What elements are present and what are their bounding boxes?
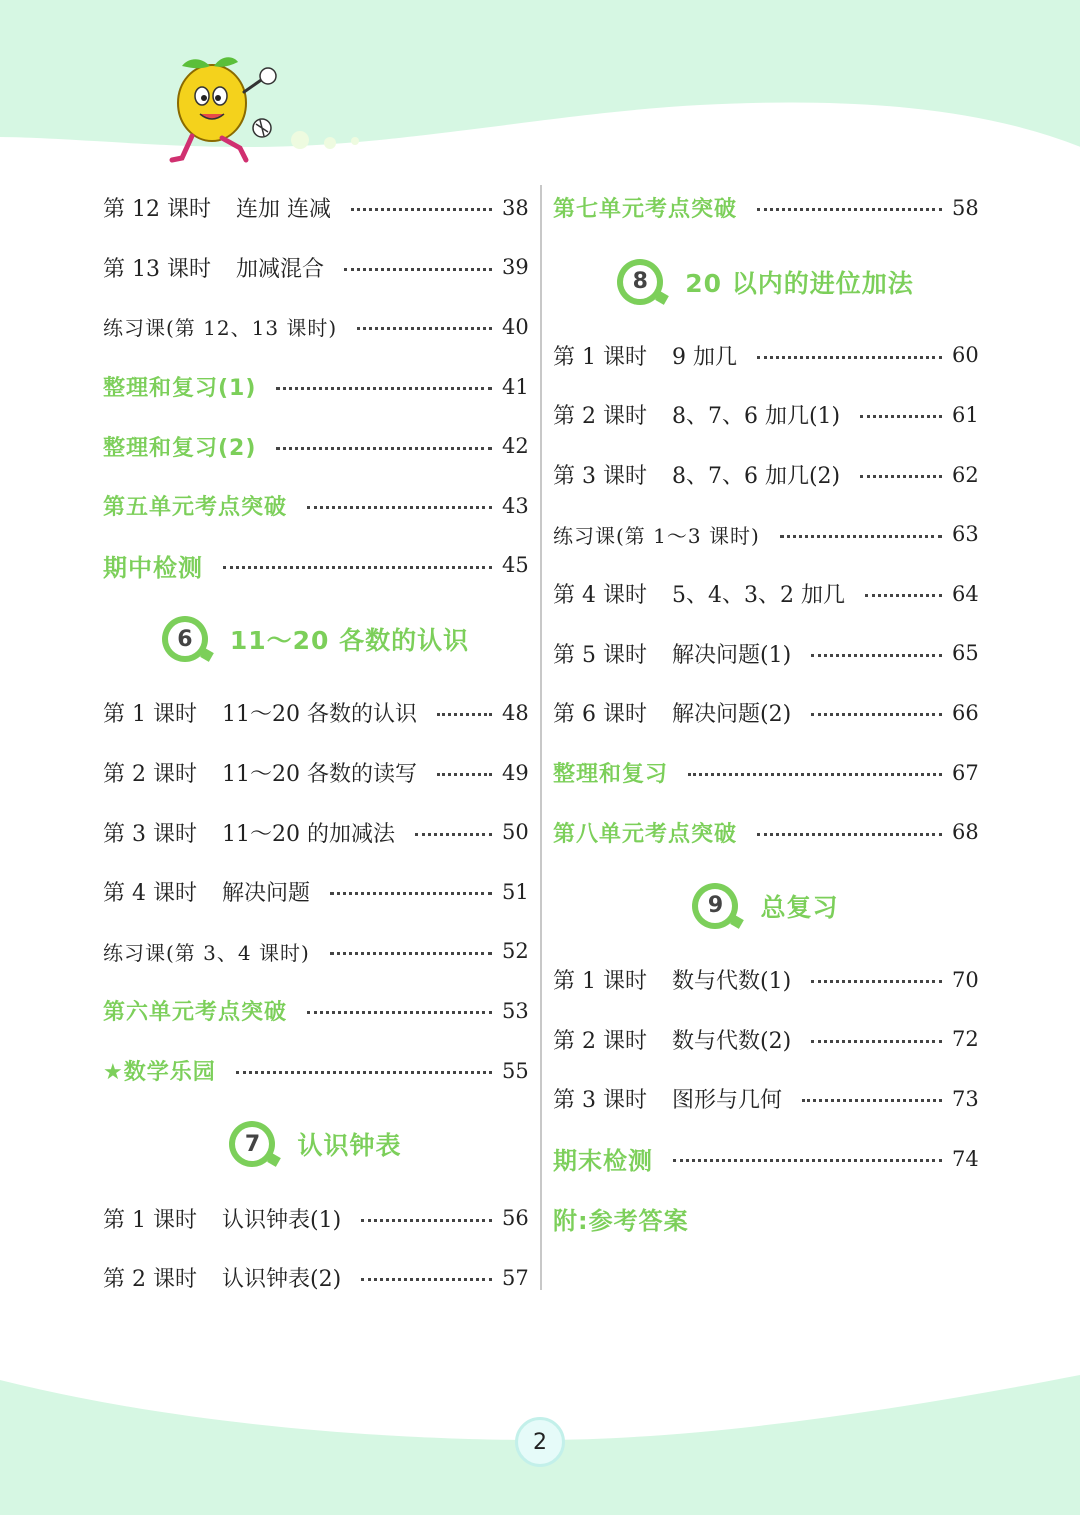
toc-entry-label: 练习课(第 3、4 课时) [103,940,310,965]
dot-leader [811,980,942,983]
unit-heading [103,1100,528,1188]
unit-number: 6 [168,622,202,656]
dot-leader [811,713,942,716]
toc-entry[interactable] [103,178,528,238]
toc-entry[interactable] [103,1248,528,1308]
dot-leader [357,327,492,330]
toc-entry-topic: 11～20 的加减法 [221,821,395,847]
toc-entry-page: 61 [952,402,979,427]
dot-leader [757,833,942,836]
toc-entry[interactable] [103,922,528,982]
toc-entry-page: 64 [952,581,979,606]
toc-entry[interactable] [103,1041,528,1101]
dot-leader [361,1278,492,1281]
toc-entry-page: 51 [502,879,529,904]
dot-leader [307,506,492,509]
dot-leader [437,773,492,776]
toc-entry-page: 38 [502,195,529,220]
toc-entry-page: 45 [502,553,529,578]
toc-entry-label: 第 3 课时 [103,821,197,847]
toc-entry-label: 第 3 课时 [553,464,647,490]
toc-entry-page: 72 [952,1027,979,1052]
unit-heading [553,862,978,950]
toc-entry[interactable] [103,683,528,743]
dot-leader [351,208,492,211]
dot-leader [865,594,942,597]
toc-entry-label: 第五单元考点突破 [103,495,288,521]
dot-leader [860,475,942,478]
toc-entry-topic: 9 加几 [671,344,737,370]
toc-entry-page: 53 [502,998,529,1023]
dot-leader [811,654,942,657]
toc-entry-page: 43 [502,493,529,518]
dot-leader [344,268,492,271]
toc-entry-page: 74 [952,1146,979,1171]
toc-entry-topic: 数与代数(1) [671,969,792,995]
dot-leader [811,1040,942,1043]
toc-entry[interactable] [553,445,978,505]
toc-entry-label: 第六单元考点突破 [103,1000,288,1026]
toc-entry-label: 第 2 课时 [103,762,197,788]
toc-entry-label: 第 1 课时 [103,1207,197,1233]
toc-entry-topic: 认识钟表(2) [221,1267,342,1293]
dot-leader [780,535,942,538]
toc-entry-topic: 解决问题 [221,881,310,907]
toc-entry-label: 第 6 课时 [553,702,647,728]
toc-entry-label: 整理和复习 [553,762,669,788]
toc-entry-label: 第 5 课时 [553,642,647,668]
toc-entry-page: 56 [502,1206,529,1231]
unit-title: 认识钟表 [297,1131,402,1161]
toc-entry[interactable] [103,476,528,536]
toc-entry-topic: 认识钟表(1) [221,1207,342,1233]
toc-entry-label: 第 3 课时 [553,1088,647,1114]
toc-entry-label: 期中检测 [103,553,203,582]
toc-entry-label: 第七单元考点突破 [553,197,738,223]
toc-entry[interactable] [103,802,528,862]
dot-leader [437,713,492,716]
toc-entry-label: 练习课(第 1～3 课时) [553,523,760,548]
toc-entry-topic: 图形与几何 [671,1088,782,1114]
toc-entry-page: 58 [952,195,979,220]
toc-entry[interactable] [553,743,978,803]
toc-entry-page: 60 [952,343,979,368]
toc-entry-page: 73 [952,1086,979,1111]
toc-entry[interactable] [103,357,528,417]
toc-entry[interactable] [103,981,528,1041]
toc-entry-label: 第 1 课时 [553,969,647,995]
toc-entry[interactable] [103,416,528,476]
dot-leader [361,1219,492,1222]
toc-entry[interactable] [553,564,978,624]
unit-title: 11～20 各数的认识 [229,626,470,656]
toc-entry-page: 66 [952,700,979,725]
toc-entry-label: 整理和复习(2) [103,435,257,461]
toc-entry-label: 整理和复习(1) [103,376,257,402]
toc-entry-topic: 解决问题(1) [671,642,792,668]
toc-entry[interactable] [553,624,978,684]
toc-entry[interactable] [553,683,978,743]
toc-entry-topic: 数与代数(2) [671,1028,792,1054]
toc-entry-topic: 连加 连减 [235,197,331,223]
toc-entry[interactable] [553,504,978,564]
toc-entry-topic: 加减混合 [235,256,324,282]
toc-right-column [553,178,978,1248]
toc-entry-page: 41 [502,374,529,399]
toc-entry-page: 67 [952,760,979,785]
toc-entry[interactable] [553,1069,978,1129]
toc-entry[interactable] [553,178,978,238]
toc-entry-label: 第 13 课时 [103,256,211,282]
dot-leader [802,1099,942,1102]
toc-entry-label: 第 2 课时 [553,1028,647,1054]
toc-entry-label: 第八单元考点突破 [553,821,738,847]
toc-entry-page: 48 [502,700,529,725]
toc-entry[interactable] [553,1188,978,1248]
unit-title: 总复习 [760,892,839,922]
toc-left-column [103,178,528,1308]
page-number: 2 [515,1417,565,1467]
toc-entry-label: 附:参考答案 [553,1206,689,1235]
toc-entry-label: 第 12 课时 [103,197,211,223]
unit-heading [103,595,528,683]
dot-leader [276,387,492,390]
lemon-mascot-illustration [160,48,290,168]
unit-number-badge-icon [617,259,663,305]
toc-entry-page: 55 [502,1058,529,1083]
toc-entry[interactable] [103,743,528,803]
dot-leader [236,1071,492,1074]
toc-entry[interactable] [553,1010,978,1070]
unit-number-badge-icon [229,1121,275,1167]
toc-entry-topic: 11～20 各数的读写 [221,762,417,788]
toc-entry[interactable] [103,1188,528,1248]
toc-entry-page: 70 [952,967,979,992]
unit-heading [553,238,978,326]
dot-leader [330,952,492,955]
unit-number: 8 [623,265,657,299]
toc-entry[interactable] [103,862,528,922]
dot-leader [757,208,942,211]
unit-number-badge-icon [162,616,208,662]
unit-number: 7 [235,1127,269,1161]
toc-entry-label: ★数学乐园 [103,1060,216,1086]
toc-entry[interactable] [553,385,978,445]
unit-title: 20 以内的进位加法 [685,268,914,298]
dot-leader [330,892,492,895]
toc-entry-label: 第 1 课时 [103,702,197,728]
toc-entry-label: 练习课(第 12、13 课时) [103,316,338,341]
toc-entry-label: 第 2 课时 [553,404,647,430]
unit-number: 9 [698,889,732,923]
dot-leader [757,356,942,359]
toc-entry-page: 40 [502,314,529,339]
unit-number-badge-icon [692,883,738,929]
toc-entry-label: 第 4 课时 [553,583,647,609]
toc-entry-page: 65 [952,641,979,666]
dot-leader [223,566,492,569]
dot-leader [860,415,942,418]
toc-entry[interactable] [553,326,978,386]
column-divider [540,185,542,1290]
toc-entry-topic: 11～20 各数的认识 [221,702,417,728]
toc-entry-page: 42 [502,434,529,459]
toc-entry-topic: 5、4、3、2 加几 [671,583,845,609]
toc-entry[interactable] [553,950,978,1010]
toc-entry[interactable] [103,297,528,357]
toc-entry-page: 63 [952,522,979,547]
dot-leader [415,833,492,836]
dot-leader [688,773,942,776]
toc-entry[interactable] [553,802,978,862]
toc-entry-topic: 8、7、6 加几(2) [671,464,841,490]
toc-entry-topic: 8、7、6 加几(1) [671,404,841,430]
dot-leader [276,447,492,450]
toc-entry-page: 49 [502,760,529,785]
toc-entry-page: 62 [952,462,979,487]
toc-entry-label: 第 2 课时 [103,1267,197,1293]
toc-entry-page: 68 [952,820,979,845]
toc-entry-page: 52 [502,939,529,964]
toc-entry[interactable] [103,536,528,596]
dot-leader [673,1159,942,1162]
toc-entry-label: 期末检测 [553,1147,653,1176]
toc-entry-topic: 解决问题(2) [671,702,792,728]
toc-entry[interactable] [103,238,528,298]
toc-entry-page: 39 [502,255,529,280]
toc-entry-label: 第 1 课时 [553,344,647,370]
toc-entry-page: 57 [502,1265,529,1290]
toc-entry-page: 50 [502,820,529,845]
toc-entry[interactable] [553,1129,978,1189]
toc-entry-label: 第 4 课时 [103,881,197,907]
dot-leader [307,1011,492,1014]
